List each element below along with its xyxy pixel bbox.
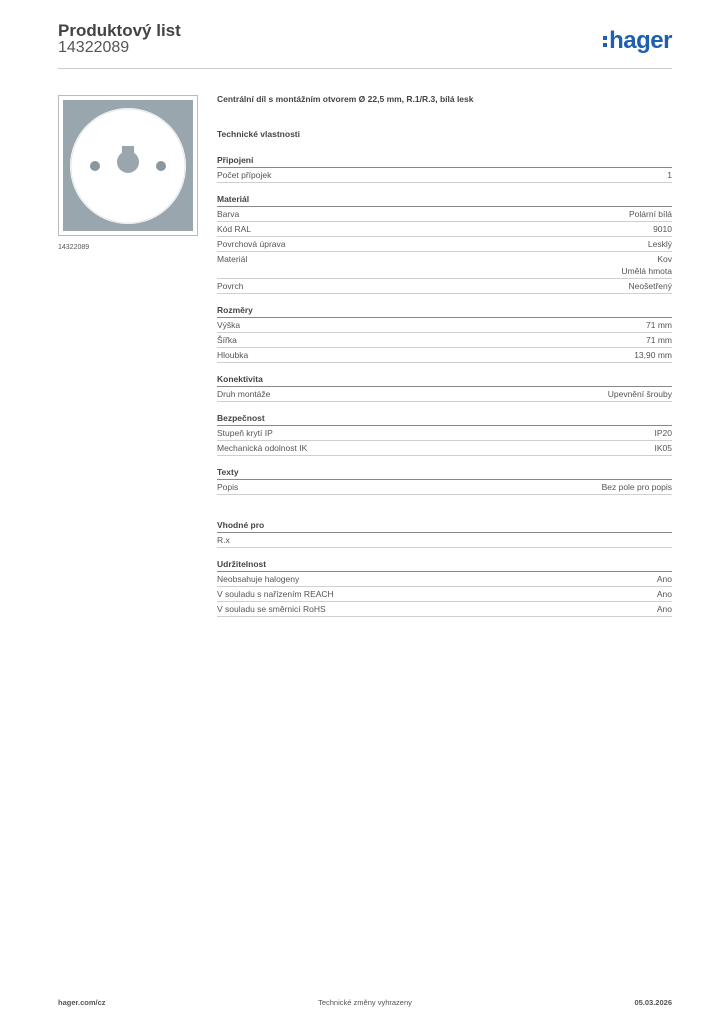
spec-label: V souladu s nařízením REACH: [217, 589, 334, 599]
spec-value-line: Upevnění šrouby: [607, 389, 672, 399]
spec-label: Povrch: [217, 281, 244, 291]
spec-group: [217, 558, 672, 617]
page-title: Produktový list: [58, 21, 181, 40]
spec-row: [217, 533, 672, 548]
header-divider: [58, 68, 672, 69]
spec-group: [217, 304, 672, 363]
spec-group: [217, 154, 672, 183]
footer-date: 05.03.2026: [634, 998, 672, 1007]
group-title: Bezpečnost: [217, 412, 672, 426]
spec-value-line: Umělá hmota: [621, 266, 672, 276]
spec-value-line: 71 mm: [646, 335, 672, 345]
footer-notice: Technické změny vyhrazeny: [318, 998, 412, 1007]
spec-value-line: Ano: [656, 574, 672, 584]
spec-value: [646, 319, 672, 331]
spec-row: [217, 207, 672, 222]
product-description: Centrální díl s montážním otvorem Ø 22,5 mm, R.1/R.3, bílá lesk: [217, 94, 474, 104]
spec-value: [602, 481, 672, 493]
product-image: [58, 95, 198, 236]
spec-value: [655, 442, 673, 454]
spec-label: Stupeň krytí IP: [217, 428, 273, 438]
spec-value-line: 13,90 mm: [634, 350, 672, 360]
logo-dots-icon: [603, 36, 607, 47]
image-caption: 14322089: [58, 244, 90, 251]
spec-row: [217, 348, 672, 363]
spec-row: [217, 318, 672, 333]
spec-value: [608, 388, 672, 400]
spec-label: Počet přípojek: [217, 170, 272, 180]
spec-value: [648, 238, 672, 250]
spec-group: [217, 193, 672, 294]
spec-content: [217, 93, 672, 627]
spec-group: [217, 412, 672, 456]
spec-row: [217, 222, 672, 237]
spec-value: [655, 427, 673, 439]
spec-label: Výška: [217, 320, 241, 330]
spec-label: Povrchová úprava: [217, 239, 286, 249]
spec-row: [217, 480, 672, 495]
spec-value: [657, 603, 672, 615]
spec-value: [634, 349, 672, 361]
spec-group: [217, 519, 672, 548]
spec-label: Neobsahuje halogeny: [217, 574, 300, 584]
spec-value-line: Bez pole pro popis: [601, 482, 672, 492]
spec-row: [217, 587, 672, 602]
spec-row: [217, 237, 672, 252]
spec-label: Kód RAL: [217, 224, 252, 234]
spec-value-line: Polární bílá: [629, 209, 672, 219]
spec-row: [217, 333, 672, 348]
spec-row: [217, 602, 672, 617]
spec-label: Popis: [217, 482, 239, 492]
product-number: 14322089: [58, 39, 130, 56]
spec-value-line: 9010: [653, 224, 672, 234]
spec-value-line: 71 mm: [646, 320, 672, 330]
group-title: Konektivita: [217, 373, 672, 387]
spec-label: Barva: [217, 209, 240, 219]
spec-label: Druh montáže: [217, 389, 271, 399]
group-title: Texty: [217, 466, 672, 480]
group-title: Materiál: [217, 193, 672, 207]
group-title: Rozměry: [217, 304, 672, 318]
spec-row: [217, 426, 672, 441]
cover-plate-icon: [63, 100, 193, 231]
group-title: Připojení: [217, 154, 672, 168]
spec-group: [217, 373, 672, 402]
footer-website: hager.com/cz: [58, 998, 106, 1007]
spec-value: [667, 169, 672, 181]
spec-value: [629, 280, 672, 292]
spec-value-line: Kov: [657, 254, 672, 264]
spec-label: R.x: [217, 535, 230, 545]
spec-value: [629, 208, 672, 220]
spec-value-line: Neošetřený: [628, 281, 672, 291]
spec-label: V souladu se směrnicí RoHS: [217, 604, 326, 614]
spec-row: [217, 252, 672, 279]
spacer: [217, 505, 672, 519]
spec-row: [217, 279, 672, 294]
spec-value-line: Ano: [656, 604, 672, 614]
spec-group: [217, 466, 672, 495]
spec-label: Hloubka: [217, 350, 249, 360]
spec-value: [621, 253, 672, 277]
spec-label: Materiál: [217, 254, 248, 264]
spec-value: [653, 223, 672, 235]
spec-groups: [217, 154, 672, 495]
group-title: Udržitelnost: [217, 558, 672, 572]
spec-value-line: IP20: [654, 428, 672, 438]
group-title: Vhodné pro: [217, 519, 672, 533]
spec-value: [646, 334, 672, 346]
section-title: Technické vlastnosti: [217, 129, 300, 139]
spec-label: Mechanická odolnost IK: [217, 443, 308, 453]
spec-value-line: 1: [667, 170, 672, 180]
logo-text: hager: [609, 27, 672, 54]
spec-value-line: Ano: [656, 589, 672, 599]
spec-label: Šířka: [217, 335, 237, 345]
spec-row: [217, 168, 672, 183]
hager-logo: [603, 28, 672, 54]
spec-value-line: Lesklý: [647, 239, 672, 249]
spec-row: [217, 387, 672, 402]
spec-row: [217, 441, 672, 456]
spec-value: [657, 588, 672, 600]
spec-row: [217, 572, 672, 587]
spec-value-line: IK05: [654, 443, 672, 453]
spec-groups-extra: [217, 519, 672, 617]
spec-value: [657, 573, 672, 585]
